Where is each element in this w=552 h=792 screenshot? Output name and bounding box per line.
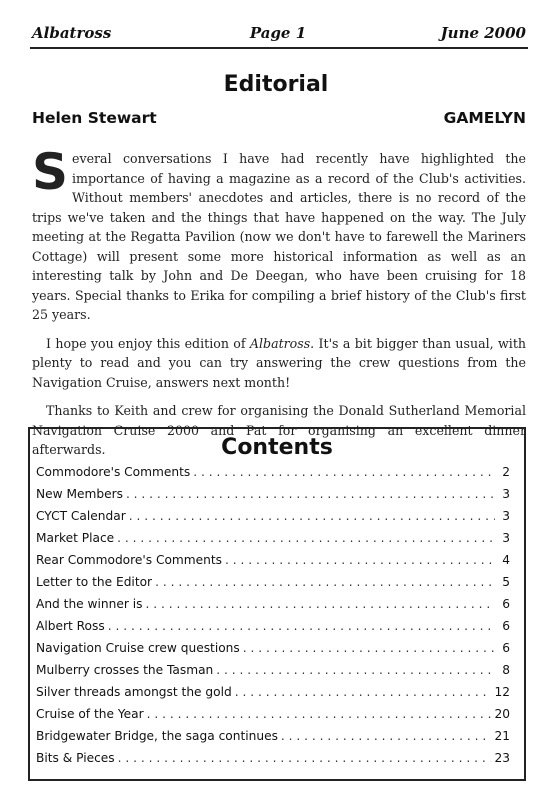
toc-entry-page: 3	[502, 509, 510, 523]
toc-entry-title: CYCT Calendar	[36, 509, 126, 523]
toc-entry-title: Market Place	[36, 531, 115, 545]
toc-leader-dots	[117, 531, 495, 545]
toc-entry-page: 3	[502, 531, 510, 545]
toc-entry-page: 6	[502, 641, 510, 655]
magazine-title-italic: Albatross.	[249, 335, 315, 351]
toc-leader-dots	[281, 729, 492, 743]
toc-entry-title: Mulberry crosses the Tasman	[36, 663, 214, 677]
toc-leader-dots	[216, 663, 495, 677]
toc-leader-dots	[225, 553, 495, 567]
toc-entry-page: 2	[502, 465, 510, 479]
toc-entry	[36, 465, 510, 487]
header-divider	[30, 47, 528, 49]
paragraph-2	[32, 334, 526, 393]
toc-entry-page: 20	[494, 707, 510, 721]
toc-entry-page: 12	[494, 685, 510, 699]
toc-entry-title: Navigation Cruise crew questions	[36, 641, 240, 655]
toc-entry	[36, 553, 510, 575]
toc-leader-dots	[118, 751, 492, 765]
toc-entry	[36, 707, 510, 729]
toc-entry-page: 6	[502, 619, 510, 633]
toc-entry-title: Cruise of the Year	[36, 707, 144, 721]
toc-entry-title: Letter to the Editor	[36, 575, 153, 589]
paragraph-1-text: everal conversations I have had recently have highlighted the importance of having a magazine as a record of the Club's activities. Without members' anecdotes and articles, there is no record of the trips we've taken and the things that have happened on the way. The July meeting at the Regatta Pavilion (now we don't have to farewell the Mariners Cottage) will present some more historical information as well as an interesting talk by John and De Deegan, who have been cruising for 18 years. Special thanks to Erika for compiling a brief history of the Club's first 25 years.	[32, 151, 526, 322]
toc-leader-dots	[155, 575, 495, 589]
toc-leader-dots	[235, 685, 492, 699]
toc-leader-dots	[193, 465, 495, 479]
toc-entry	[36, 751, 510, 773]
toc-entry-title: Silver threads amongst the gold	[36, 685, 232, 699]
article-body	[32, 143, 526, 469]
toc-entry-title: Bridgewater Bridge, the saga continues	[36, 729, 278, 743]
paragraph-1	[32, 143, 526, 325]
drop-cap: S	[32, 143, 69, 201]
toc-leader-dots	[147, 707, 492, 721]
toc-leader-dots	[108, 619, 495, 633]
toc-entry	[36, 509, 510, 531]
toc-entry-title: Bits & Pieces	[36, 751, 115, 765]
toc-entry-page: 4	[502, 553, 510, 567]
contents-list	[30, 465, 524, 773]
article-title: Editorial	[223, 72, 329, 97]
toc-entry	[36, 575, 510, 597]
toc-entry-page: 3	[502, 487, 510, 501]
toc-entry	[36, 641, 510, 663]
issue-date: June 2000	[440, 24, 526, 42]
toc-leader-dots	[145, 597, 495, 611]
toc-entry-page: 21	[494, 729, 510, 743]
toc-entry	[36, 619, 510, 641]
toc-entry	[36, 663, 510, 685]
contents-title: Contents	[221, 435, 333, 460]
toc-entry	[36, 597, 510, 619]
paragraph-3: Thanks to Keith and crew for organising the Donald Sutherland Memorial Navigation Cruise 2000 and Pat for organising an excellent dinner afterwards.	[32, 403, 526, 457]
toc-entry	[36, 487, 510, 509]
toc-entry-page: 5	[502, 575, 510, 589]
toc-entry-title: Albert Ross	[36, 619, 105, 633]
toc-leader-dots	[243, 641, 495, 655]
toc-entry-title: Commodore's Comments	[36, 465, 191, 479]
toc-entry-title: Rear Commodore's Comments	[36, 553, 223, 567]
toc-entry	[36, 531, 510, 553]
toc-entry-page: 23	[494, 751, 510, 765]
contents-box	[28, 427, 526, 781]
toc-entry	[36, 685, 510, 707]
toc-leader-dots	[126, 487, 495, 501]
paragraph-2-text-b: It's a bit bigger than usual, with plenty to read and you can try answering the crew questions from the Navigation Cruise, answers next month!	[32, 335, 526, 390]
toc-entry-page: 8	[502, 663, 510, 677]
toc-entry-page: 6	[502, 597, 510, 611]
toc-entry	[36, 729, 510, 751]
toc-entry-title: And the winner is	[36, 597, 143, 611]
toc-leader-dots	[129, 509, 495, 523]
page-number: Page 1	[249, 24, 307, 42]
page-header	[30, 22, 526, 46]
publication-name: Albatross	[32, 24, 112, 42]
paragraph-2-text-a: I hope you enjoy this edition of	[46, 335, 250, 351]
author-name: Helen Stewart	[32, 109, 157, 127]
boat-name: GAMELYN	[443, 109, 526, 127]
toc-entry-title: New Members	[36, 487, 123, 501]
